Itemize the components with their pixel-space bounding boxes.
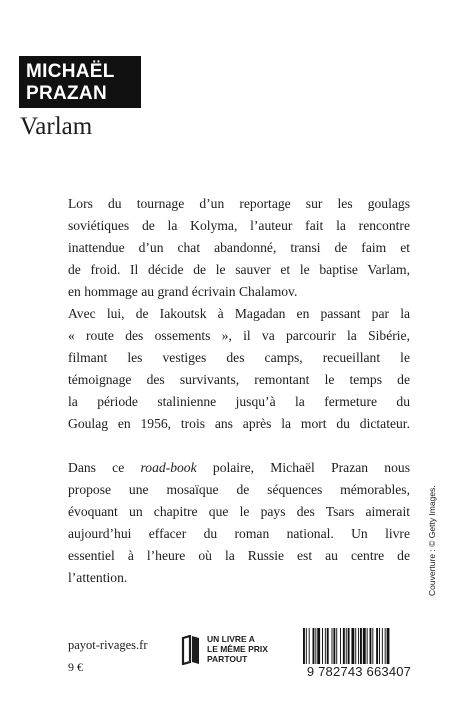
blurb-line: évoquant un chapitre que le pays des Tsars aimerait [68, 504, 410, 519]
blurb-line: filmant les vestiges des camps, recueillant le [68, 350, 410, 365]
blurb-text: Dans ce [68, 460, 125, 475]
blurb-line: « route des ossements », il va parcourir la Sibérie, [68, 328, 410, 343]
book-price-icon [181, 635, 201, 665]
blurb-line: inattendue d’un chat abandonné, transi de faim et [68, 240, 410, 255]
blurb-line: l’attention. [68, 570, 128, 585]
blurb-text: polaire, Michaël Prazan nous [212, 460, 410, 475]
prix-unique-logo [181, 631, 281, 671]
blurb-line-first [68, 457, 410, 479]
blurb-line: témoignage des survivants, remontant le temps de [68, 372, 410, 387]
blurb-line: en hommage au grand écrivain Chalamov. [68, 284, 298, 299]
prix-unique-text [207, 634, 268, 664]
book-title: Varlam [20, 113, 93, 140]
blurb-line: Goulag en 1956, trois ans après la mort du dictateur. [68, 416, 410, 431]
cover-photo-credit: Couverture : © Getty Images. [427, 485, 437, 596]
blurb-line: aujourd’hui effacer du roman national. Un livre [68, 526, 410, 541]
isbn-barcode-digits: 9 782743 663407 [297, 664, 421, 679]
prix-unique-line: UN LIVRE A [207, 634, 255, 644]
blurb-line: soviétiques de la Kolyma, l’auteur fait la rencontre [68, 218, 410, 233]
blurb-line: Avec lui, de Iakoutsk à Magadan en passant par la [68, 306, 410, 321]
book-price: 9 € [68, 660, 83, 674]
blurb-paragraph-2 [68, 457, 410, 589]
author-first-name: MICHAËL [26, 61, 115, 82]
author-name-block [19, 56, 141, 108]
blurb-paragraph-1 [68, 193, 410, 435]
prix-unique-line: LE MÊME PRIX [207, 644, 268, 654]
blurb-italic-text: road-book [140, 460, 197, 475]
publisher-website: payot-rivages.fr [68, 638, 148, 652]
blurb-line: la période stalinienne jusqu’à la fermeture du [68, 394, 410, 409]
blurb-line: Lors du tournage d’un reportage sur les goulags [68, 196, 410, 211]
prix-unique-line: PARTOUT [207, 654, 248, 664]
blurb-line: propose une mosaïque de séquences mémorables, [68, 482, 410, 497]
blurb-line: essentiel à l’heure où la Russie est au centre de [68, 548, 410, 563]
blurb-line: de froid. Il décide de le sauver et le baptise Varlam, [68, 262, 410, 277]
author-last-name: PRAZAN [26, 83, 107, 104]
isbn-barcode [297, 628, 421, 688]
